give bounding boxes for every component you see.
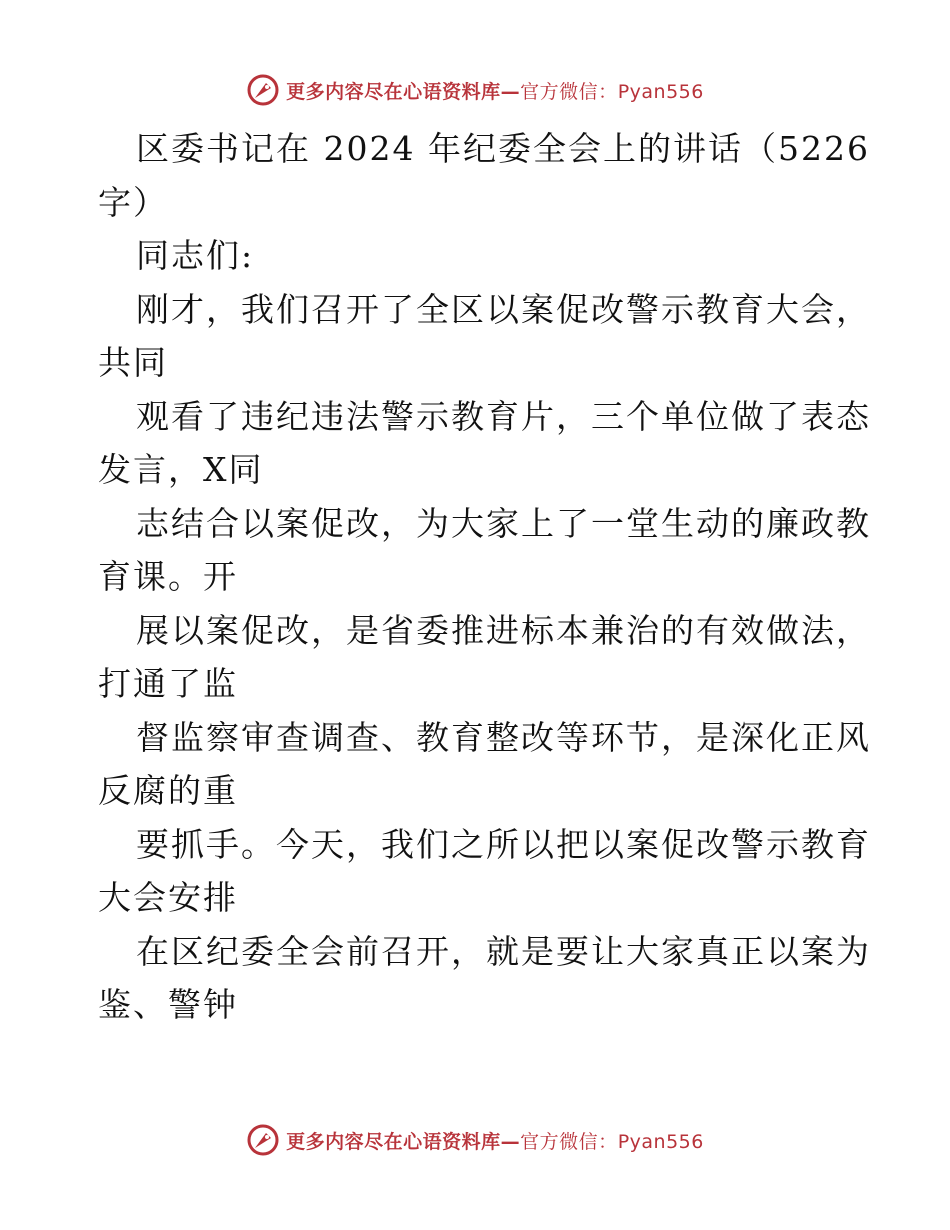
pen-nib-logo-icon <box>246 1123 280 1157</box>
header-banner-title: 更多内容尽在心语资料库 <box>286 80 501 103</box>
paragraph-line: 要抓手。今天，我们之所以把以案促改警示教育 <box>136 824 871 864</box>
pen-nib-logo-icon <box>246 73 280 107</box>
footer-banner-wechat-id: Pyan556 <box>617 1130 704 1153</box>
paragraph-line: 共同 <box>98 343 168 382</box>
footer-banner-text <box>286 1127 704 1154</box>
paragraph-line: 督监察审查调查、教育整改等环节，是深化正风 <box>136 717 871 757</box>
document-body <box>98 122 871 1032</box>
header-banner <box>0 70 950 110</box>
document-title-line-2: 字） <box>98 182 168 222</box>
footer-banner-dash: — <box>500 1130 521 1153</box>
header-banner-wechat-label: 官方微信： <box>520 80 618 103</box>
header-banner-wechat-id: Pyan556 <box>617 80 704 103</box>
footer-banner <box>0 1120 950 1160</box>
paragraph-line: 在区纪委全会前召开，就是要让大家真正以案为 <box>136 931 871 971</box>
header-banner-dash: — <box>500 80 521 103</box>
paragraph-line: 打通了监 <box>98 664 238 703</box>
paragraph-line: 观看了违纪违法警示教育片，三个单位做了表态 <box>136 396 871 436</box>
paragraph-line: 鉴、警钟 <box>98 985 238 1024</box>
footer-banner-title: 更多内容尽在心语资料库 <box>286 1130 501 1153</box>
document-title-line-1: 区委书记在 2024 年纪委全会上的讲话（5226 <box>136 129 870 168</box>
paragraph-line: 志结合以案促改，为大家上了一堂生动的廉政教 <box>136 503 871 543</box>
paragraph-line: 大会安排 <box>98 878 238 917</box>
paragraph-line: 育课。开 <box>98 557 238 596</box>
header-banner-text <box>286 77 704 104</box>
paragraph-line: 反腐的重 <box>98 771 238 810</box>
footer-banner-wechat-label: 官方微信： <box>520 1130 618 1153</box>
paragraph-line: 发言，X同 <box>98 450 264 489</box>
paragraph-line: 展以案促改，是省委推进标本兼治的有效做法， <box>136 610 871 650</box>
salutation: 同志们: <box>136 236 255 275</box>
paragraph-line: 刚才，我们召开了全区以案促改警示教育大会， <box>136 289 871 329</box>
